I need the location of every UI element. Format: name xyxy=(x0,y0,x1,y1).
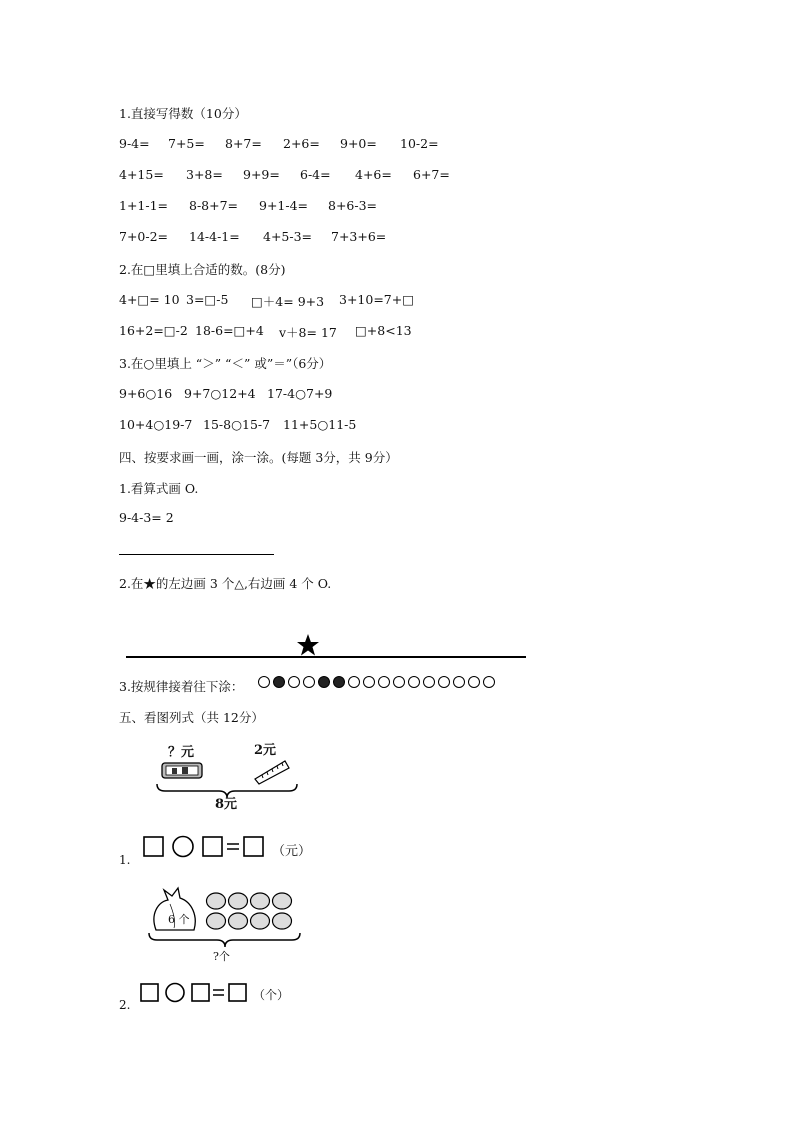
bag-label: 6 个 xyxy=(168,913,190,926)
fill-item: 3+10=7+□ xyxy=(339,292,415,307)
orange-icon xyxy=(207,893,226,909)
empty-circle xyxy=(484,677,495,688)
empty-circle xyxy=(424,677,435,688)
orange-icon xyxy=(273,913,292,929)
filled-circle xyxy=(319,677,330,688)
fill-item: □+8<13 xyxy=(355,323,412,338)
unit-label-2: （个） xyxy=(253,988,290,1002)
star-baseline xyxy=(126,656,526,658)
fill-item: 4+□= 10 xyxy=(119,292,180,307)
empty-circle xyxy=(349,677,360,688)
orange-icon xyxy=(273,893,292,909)
compare-item: 9+6○16 xyxy=(119,386,173,401)
empty-circle xyxy=(394,677,405,688)
filled-circle xyxy=(274,677,285,688)
empty-circle xyxy=(439,677,450,688)
calc-item: 7+5= xyxy=(168,136,205,151)
empty-circle xyxy=(409,677,420,688)
total-label-2: ?个 xyxy=(213,950,230,963)
question-number-2: 2. xyxy=(119,998,131,1012)
compare-item: 11+5○11-5 xyxy=(283,417,357,432)
calc-item: 4+15= xyxy=(119,167,164,182)
calc-item: 8-8+7= xyxy=(189,198,239,213)
empty-circle xyxy=(454,677,465,688)
answer-line xyxy=(119,554,274,555)
empty-circle xyxy=(259,677,270,688)
price-unknown-label: ？元 xyxy=(168,745,195,760)
price-known-label: 2元 xyxy=(254,743,277,758)
question-number-1: 1. xyxy=(119,853,131,867)
draw-question-3: 3.按规律接着往下涂： xyxy=(119,679,244,694)
calc-item: 7+0-2= xyxy=(119,229,169,244)
orange-icon xyxy=(207,913,226,929)
calc-item: 7+3+6= xyxy=(331,229,387,244)
circle-pattern xyxy=(258,675,503,689)
filled-circle xyxy=(334,677,345,688)
section-3-title: 3.在○里填上 “＞” “＜” 或”＝”（6分） xyxy=(119,356,332,371)
calc-item: 8+6-3= xyxy=(328,198,378,213)
fill-item: □＋4= 9+3 xyxy=(251,294,325,309)
calc-item: 6+7= xyxy=(413,167,450,182)
fill-item: v＋8= 17 xyxy=(279,325,337,340)
calc-item: 3+8= xyxy=(186,167,223,182)
section-1-title: 1.直接写得数（10分） xyxy=(119,106,247,121)
section-2-title: 2.在□里填上合适的数。(8分) xyxy=(119,262,286,277)
calc-item: 9+1-4= xyxy=(259,198,309,213)
empty-circle xyxy=(304,677,315,688)
answer-template-1 xyxy=(143,835,268,859)
calc-item: 10-2= xyxy=(400,136,439,151)
calc-item: 9+0= xyxy=(340,136,377,151)
empty-circle xyxy=(379,677,390,688)
pencil-box-icon xyxy=(160,760,205,782)
unit-label-1: （元） xyxy=(272,844,312,859)
fill-item: 18-6=□+4 xyxy=(195,323,264,338)
section-5-title: 五、看图列式（共 12分） xyxy=(119,710,264,725)
draw-question-2: 2.在★的左边画 3 个△,右边画 4 个 O. xyxy=(119,576,332,591)
section-4-title: 四、按要求画一画，涂一涂。(每题 3分，共 9分） xyxy=(119,450,398,465)
calc-item: 8+7= xyxy=(225,136,262,151)
empty-circle xyxy=(469,677,480,688)
compare-item: 17-4○7+9 xyxy=(267,386,333,401)
calc-item: 9+9= xyxy=(243,167,280,182)
draw-question-1: 1.看算式画 O. xyxy=(119,481,199,496)
empty-circle xyxy=(364,677,375,688)
empty-circle xyxy=(289,677,300,688)
orange-icon xyxy=(229,913,248,929)
fill-item: 16+2=□-2 xyxy=(119,323,188,338)
orange-icon xyxy=(251,913,270,929)
orange-icon xyxy=(229,893,248,909)
total-label-1: 8元 xyxy=(215,797,238,812)
calc-item: 2+6= xyxy=(283,136,320,151)
draw-equation: 9-4-3= 2 xyxy=(119,510,174,525)
oranges-group xyxy=(206,892,301,932)
ruler-icon xyxy=(252,757,292,785)
calc-item: 14-4-1= xyxy=(189,229,240,244)
star-icon xyxy=(296,633,320,657)
calc-item: 6-4= xyxy=(300,167,331,182)
calc-item: 9-4= xyxy=(119,136,150,151)
calc-item: 4+6= xyxy=(355,167,392,182)
answer-template-2 xyxy=(140,982,250,1004)
orange-icon xyxy=(251,893,270,909)
calc-item: 1+1-1= xyxy=(119,198,169,213)
compare-item: 9+7○12+4 xyxy=(184,386,256,401)
calc-item: 4+5-3= xyxy=(263,229,313,244)
fill-item: 3=□-5 xyxy=(186,292,229,307)
compare-item: 15-8○15-7 xyxy=(203,417,271,432)
compare-item: 10+4○19-7 xyxy=(119,417,193,432)
